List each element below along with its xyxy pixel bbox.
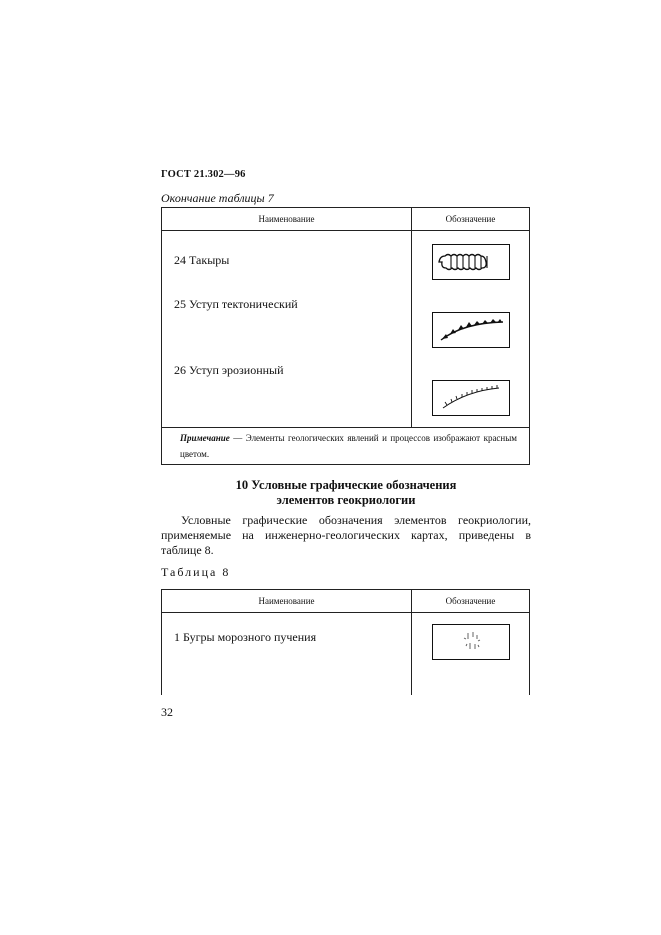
section-paragraph-text: Условные графические обозначения элементов геокриологии, применяемые на инженерно-геологических картах, приведены в таблице 8. (161, 513, 531, 557)
note-text: — Элементы геологических явлений и процессов изображают красным цветом. (180, 433, 517, 459)
note-label: Примечание (180, 433, 230, 443)
symbol-box-1 (432, 624, 510, 660)
table-row (162, 231, 530, 428)
column-header-name: Наименование (162, 590, 412, 613)
row-label-26: 26 Уступ эрозионный (174, 363, 284, 377)
column-header-symbol: Обозначение (412, 590, 530, 613)
column-header-symbol: Обозначение (412, 208, 530, 231)
table-header-row (162, 590, 530, 613)
section-title-line-2: элементов геокриологии (276, 493, 416, 507)
table-row (162, 613, 530, 696)
column-header-name: Наименование (162, 208, 412, 231)
section-title-line-1: 10 Условные графические обозначения (235, 478, 457, 492)
symbol-box-25 (432, 312, 510, 348)
page-number: 32 (161, 705, 173, 719)
table-note (162, 428, 530, 465)
section-paragraph (161, 513, 531, 558)
row-label-25: 25 Уступ тектонический (174, 297, 298, 311)
tectonic-scarp-icon (433, 313, 509, 347)
row-label-1: 1 Бугры морозного пучения (174, 630, 317, 644)
symbol-box-24 (432, 244, 510, 280)
row-label-24: 24 Такыры (174, 253, 230, 267)
erosion-scarp-icon (433, 381, 509, 415)
document-code: ГОСТ 21.302—96 (161, 169, 246, 180)
frost-heave-mounds-icon (433, 625, 509, 659)
table-continuation-caption: Окончание таблицы 7 (161, 191, 274, 205)
takyr-cells-icon (433, 245, 509, 279)
symbol-box-26 (432, 380, 510, 416)
table-header-row (162, 208, 530, 231)
table-8-caption: Таблица 8 (161, 565, 231, 579)
table-8 (161, 589, 530, 695)
table-note-row (162, 428, 530, 465)
table-7 (161, 207, 530, 465)
section-title (161, 478, 531, 508)
